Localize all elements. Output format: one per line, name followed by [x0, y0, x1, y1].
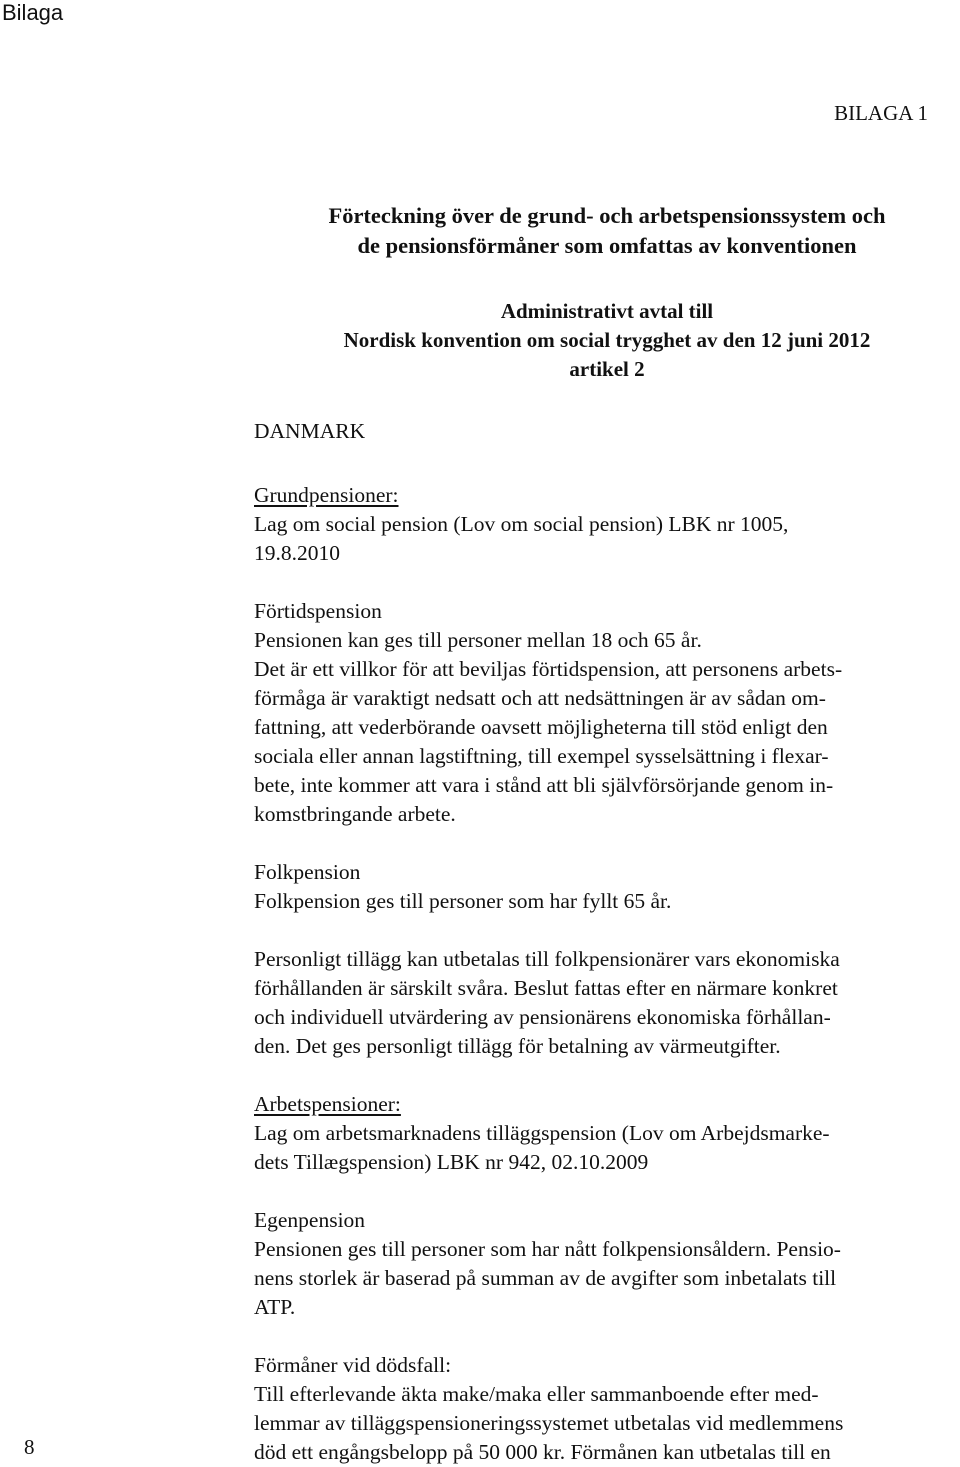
body-line: Pensionen kan ges till personer mellan 18 och 65 år. — [254, 628, 702, 652]
body-line: Personligt tillägg kan utbetalas till folkpensionärer vars ekonomiska — [254, 947, 840, 971]
body-line: lemmar av tilläggspensioneringssystemet utbetalas vid medlemmens — [254, 1411, 844, 1435]
body-line: Pensionen ges till personer som har nått folkpensionsåldern. Pensio- — [254, 1237, 841, 1261]
body-line: fattning, att vederbörande oavsett möjligheterna till stöd enligt den — [254, 715, 828, 739]
subtitle-line: artikel 2 — [569, 357, 645, 381]
body-line: förmåga är varaktigt nedsatt och att nedsättningen är av sådan om- — [254, 686, 826, 710]
body-line: ATP. — [254, 1295, 296, 1319]
body-line: Lag om arbetsmarknadens tilläggspension (Lov om Arbejdsmarke- — [254, 1121, 830, 1145]
body-line: komstbringande arbete. — [254, 802, 456, 826]
section-heading: Arbetspensioner: — [254, 1092, 401, 1116]
body-line: Till efterlevande äkta make/maka eller sammanboende efter med- — [254, 1382, 819, 1406]
subtitle-line: Nordisk konvention om social trygghet av den 12 juni 2012 — [343, 328, 871, 352]
page-number: 8 — [24, 1435, 35, 1459]
section-heading: Folkpension — [254, 860, 361, 884]
document-subtitle — [250, 297, 960, 384]
document-title — [250, 201, 960, 261]
title-line: de pensionsförmåner som omfattas av konventionen — [357, 233, 857, 258]
document-body — [254, 481, 934, 1467]
section-fortidspension — [254, 597, 934, 829]
section-folkpension — [254, 858, 934, 916]
body-line: bete, inte kommer att vara i stånd att bli självförsörjande genom in- — [254, 773, 834, 797]
section-heading: Egenpension — [254, 1208, 366, 1232]
body-line: Folkpension ges till personer som har fyllt 65 år. — [254, 889, 672, 913]
country-heading: DANMARK — [254, 419, 366, 443]
section-formaner-vid-dodsfall — [254, 1351, 934, 1467]
body-line: förhållanden är särskilt svåra. Beslut fattas efter en närmare konkret — [254, 976, 838, 1000]
section-personligt-tillagg — [254, 945, 934, 1061]
section-heading: Förmåner vid dödsfall: — [254, 1353, 452, 1377]
body-line: död ett engångsbelopp på 50 000 kr. Förmånen kan utbetalas till en — [254, 1440, 831, 1464]
body-line: Lag om social pension (Lov om social pension) LBK nr 1005, — [254, 512, 789, 536]
running-tag: Bilaga — [2, 0, 64, 25]
body-line: nens storlek är baserad på summan av de avgifter som inbetalats till — [254, 1266, 837, 1290]
section-egenpension — [254, 1206, 934, 1322]
section-heading: Förtidspension — [254, 599, 382, 623]
section-arbetspensioner — [254, 1090, 934, 1177]
body-line: sociala eller annan lagstiftning, till exempel sysselsättning i flexar- — [254, 744, 829, 768]
body-line: den. Det ges personligt tillägg för betalning av värmeutgifter. — [254, 1034, 781, 1058]
body-line: och individuell utvärdering av pensionärens ekonomiska förhållan- — [254, 1005, 831, 1029]
subtitle-line: Administrativt avtal till — [500, 299, 714, 323]
section-grundpensioner — [254, 481, 934, 568]
section-heading: Grundpensioner: — [254, 483, 399, 507]
annex-label: BILAGA 1 — [834, 101, 928, 125]
body-line: 19.8.2010 — [254, 541, 340, 565]
body-line: dets Tillægspension) LBK nr 942, 02.10.2009 — [254, 1150, 649, 1174]
body-line: Det är ett villkor för att beviljas förtidspension, att personens arbets- — [254, 657, 843, 681]
title-line: Förteckning över de grund- och arbetspensionssystem och — [328, 203, 886, 228]
